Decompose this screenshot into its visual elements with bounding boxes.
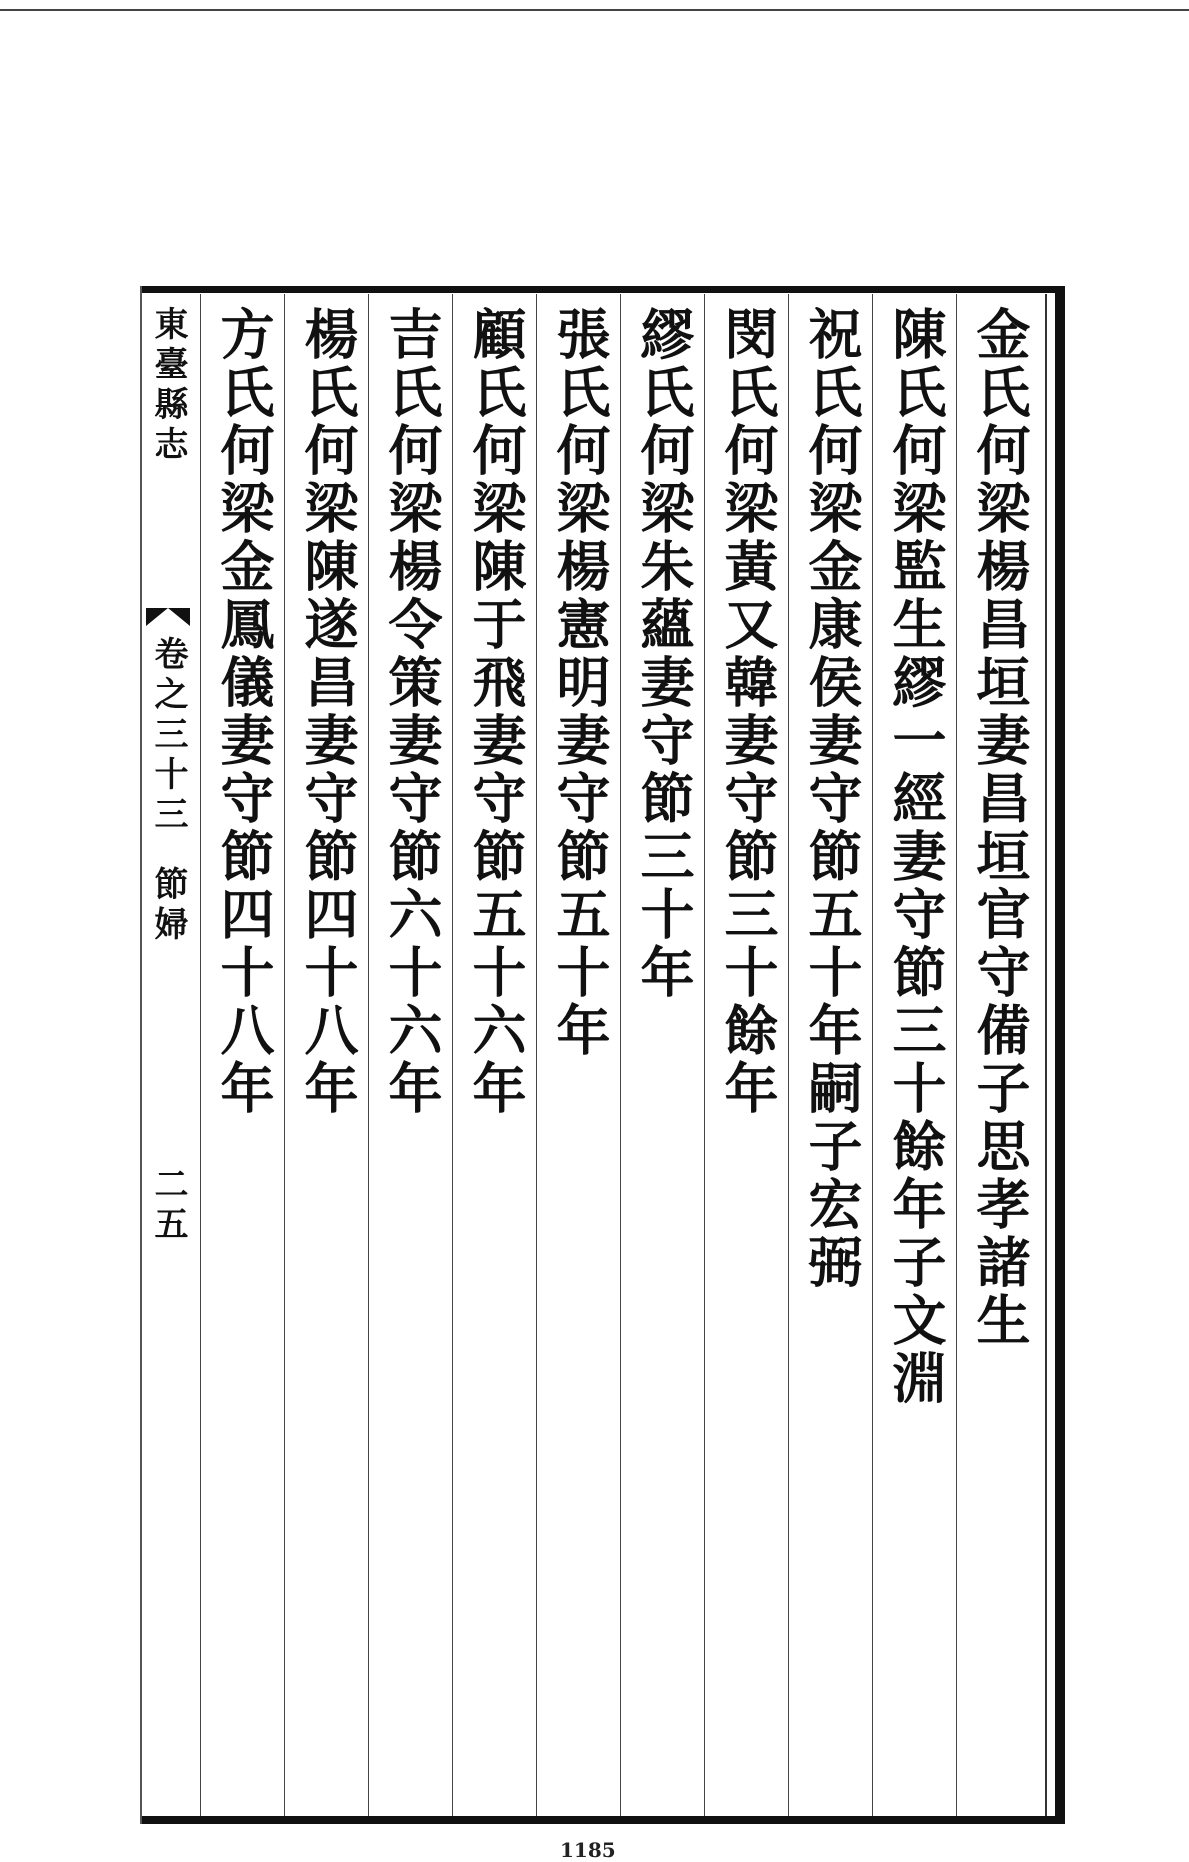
margin-section: 節婦 xyxy=(148,866,188,946)
margin-title: 東臺縣志 xyxy=(148,306,188,466)
text-column: 金氏何梁楊昌垣妻昌垣官守備子思孝諸生 xyxy=(968,306,1032,1350)
page-number: 1185 xyxy=(560,1838,616,1862)
fishtail-mark xyxy=(146,608,190,626)
frame-right-inner-border xyxy=(1045,294,1047,1816)
column-rule xyxy=(704,294,705,1816)
frame-bottom-border xyxy=(140,1816,1065,1824)
column-rule xyxy=(620,294,621,1816)
column-rule xyxy=(872,294,873,1816)
margin-leaf-number: 二五 xyxy=(148,1166,188,1246)
text-column: 顧氏何梁陳于飛妻守節五十六年 xyxy=(464,306,528,1118)
column-rule xyxy=(368,294,369,1816)
column-rule xyxy=(284,294,285,1816)
text-column: 陳氏何梁監生繆一經妻守節三十餘年子文淵 xyxy=(884,306,948,1408)
page-frame xyxy=(140,286,1060,1826)
scan-top-rule xyxy=(0,9,1189,11)
text-column: 繆氏何梁朱蘊妻守節三十年 xyxy=(632,306,696,1002)
text-column: 祝氏何梁金康侯妻守節五十年嗣子宏弼 xyxy=(800,306,864,1292)
frame-top-border xyxy=(140,286,1065,293)
text-column: 吉氏何梁楊令策妻守節六十六年 xyxy=(380,306,444,1118)
text-column: 方氏何梁金鳳儀妻守節四十八年 xyxy=(212,306,276,1118)
column-rule xyxy=(536,294,537,1816)
frame-right-border xyxy=(1055,286,1065,1824)
text-column: 張氏何梁楊憲明妻守節五十年 xyxy=(548,306,612,1060)
text-column: 閔氏何梁黃又韓妻守節三十餘年 xyxy=(716,306,780,1118)
block-margin xyxy=(140,306,198,1806)
column-rule xyxy=(956,294,957,1816)
column-rule xyxy=(788,294,789,1816)
column-rule xyxy=(200,294,201,1816)
column-rule xyxy=(452,294,453,1816)
margin-volume: 卷之三十三 xyxy=(148,636,188,836)
text-column: 楊氏何梁陳遂昌妻守節四十八年 xyxy=(296,306,360,1118)
